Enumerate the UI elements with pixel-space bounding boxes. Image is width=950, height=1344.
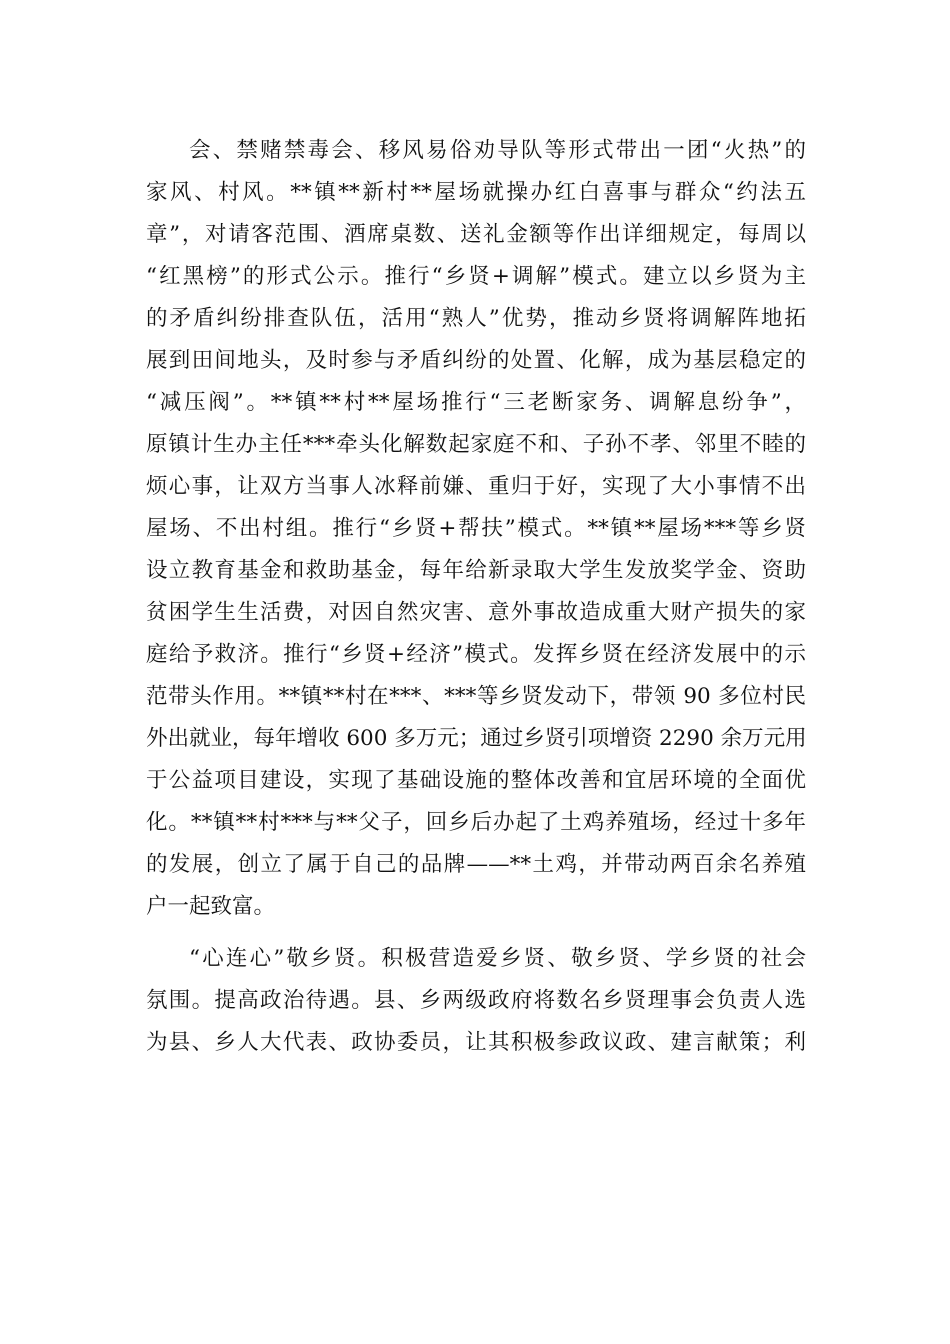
- text-line: 家风、村风。**镇**新村**屋场就操办红白喜事与群众“约法五: [146, 180, 806, 205]
- text-line: 氛围。提高政治待遇。县、乡两级政府将数名乡贤理事会负责人选: [146, 988, 806, 1013]
- text-line: 户一起致富。: [146, 894, 276, 919]
- text-line: 贫困学生生活费，对因自然灾害、意外事故造成重大财产损失的家: [146, 600, 806, 625]
- text-line: 烦心事，让双方当事人冰释前嫌、重归于好，实现了大小事情不出: [146, 474, 806, 499]
- text-line: “红黑榜”的形式公示。推行“乡贤+调解”模式。建立以乡贤为主: [146, 264, 806, 289]
- body-text: [146, 130, 806, 1064]
- text-line: 化。**镇**村***与**父子，回乡后办起了土鸡养殖场，经过十多年: [146, 810, 806, 835]
- text-line: 展到田间地头，及时参与矛盾纠纷的处置、化解，成为基层稳定的: [146, 348, 806, 373]
- text-line: 章”，对请客范围、酒席桌数、送礼金额等作出详细规定，每周以: [146, 222, 806, 247]
- text-line: “减压阀”。**镇**村**屋场推行“三老断家务、调解息纷争”，: [146, 390, 806, 415]
- paragraph: [146, 938, 806, 1064]
- text-line: 外出就业，每年增收 600 多万元；通过乡贤引项增资 2290 余万元用: [146, 726, 807, 751]
- text-line: 原镇计生办主任***牵头化解数起家庭不和、子孙不孝、邻里不睦的: [146, 432, 806, 457]
- paragraph: [146, 130, 806, 928]
- text-line: 范带头作用。**镇**村在***、***等乡贤发动下，带领 90 多位村民: [146, 684, 806, 709]
- text-line: 为县、乡人大代表、政协委员，让其积极参政议政、建言献策；利: [146, 1030, 806, 1055]
- text-line: “心连心”敬乡贤。积极营造爱乡贤、敬乡贤、学乡贤的社会: [189, 946, 806, 971]
- text-line: 设立教育基金和救助基金，每年给新录取大学生发放奖学金、资助: [146, 558, 806, 583]
- text-line: 的发展，创立了属于自己的品牌——**土鸡，并带动两百余名养殖: [146, 852, 806, 877]
- text-line: 会、禁赌禁毒会、移风易俗劝导队等形式带出一团“火热”的: [189, 138, 806, 163]
- text-line: 屋场、不出村组。推行“乡贤+帮扶”模式。**镇**屋场***等乡贤: [146, 516, 806, 541]
- text-line: 庭给予救济。推行“乡贤+经济”模式。发挥乡贤在经济发展中的示: [146, 642, 806, 667]
- text-line: 的矛盾纠纷排查队伍，活用“熟人”优势，推动乡贤将调解阵地拓: [146, 306, 806, 331]
- text-line: 于公益项目建设，实现了基础设施的整体改善和宜居环境的全面优: [146, 768, 806, 793]
- paragraph-spacer: [146, 928, 806, 938]
